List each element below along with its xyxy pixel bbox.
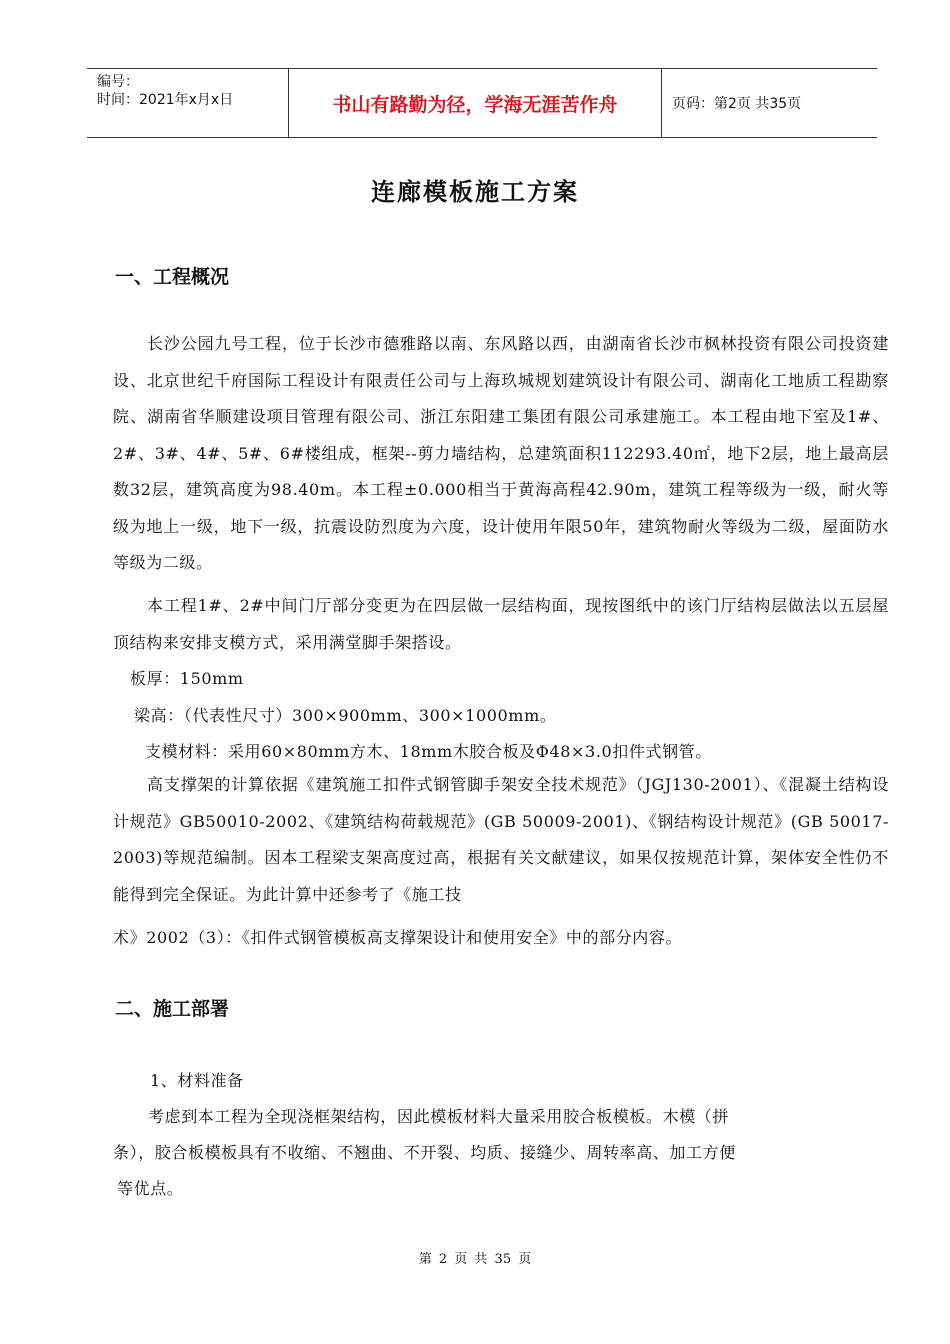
header-motto: 书山有路勤为径，学海无涯苦作舟	[289, 69, 662, 137]
section-heading-deployment: 二、施工部署	[115, 998, 230, 1020]
time-label: 时间：2021年x月x日	[97, 92, 234, 108]
number-label: 编号：	[97, 74, 139, 90]
section-heading-overview: 一、工程概况	[115, 266, 230, 288]
header-meta	[87, 69, 289, 137]
overview-paragraph: 长沙公园九号工程，位于长沙市德雅路以南、东风路以西，由湖南省长沙市枫林投资有限公司投资建设、北京世纪千府国际工程设计有限责任公司与上海玖城规划建筑设计有限公司、湖南化工地质工程勘察院、湖南省华顺建设项目管理有限公司、浙江东阳建工集团有限公司承建施工。本工程由地下室及1#、2#、3#、4#、5#、6#楼组成，框架--剪力墙结构，总建筑面积112293.40㎡，地下2层，地上最高层数32层，建筑高度为98.40m。本工程±0.000相当于黄海高程42.90m，建筑工程等级为一级，耐火等级为地上一级，地下一级，抗震设防烈度为六度，设计使用年限50年，建筑物耐火等级为二级，屋面防水等级为二级。	[113, 334, 889, 572]
beam-height: 梁高：（代表性尺寸）300×900mm、300×1000mm。	[134, 706, 557, 725]
formwork-material: 支模材料：采用60×80mm方木、18mm木胶合板及Φ48×3.0扣件式钢管。	[145, 742, 712, 761]
change-paragraph: 本工程1#、2#中间门厅部分变更为在四层做一层结构面，现按图纸中的该门厅结构层做法以五层屋顶结构来安排支模方式，采用满堂脚手架搭设。	[113, 596, 889, 652]
page-footer: 第 2 页 共 35 页	[418, 1252, 532, 1267]
calculation-basis-paragraph: 高支撑架的计算依据《建筑施工扣件式钢管脚手架安全技术规范》（JGJ130-2001）、《混凝土结构设计规范》GB50010-2002、《建筑结构荷载规范》(GB 50009-2001)、《钢结构设计规范》(GB 50017-2003)等规范编制。因本工程梁支架高度过高，根据有关文献建议，如果仅按规范计算，架体安全性仍不能得到完全保证。为此计算中还参考了《施工技	[113, 775, 889, 904]
calculation-basis-end: 术》2002（3）：《扣件式钢管模板高支撑架设计和使用安全》中的部分内容。	[113, 928, 683, 947]
slab-thickness: 板厚：150mm	[130, 669, 244, 688]
material-paragraph-line1: 考虑到本工程为全现浇框架结构，因此模板材料大量采用胶合板模板。木模（拼	[148, 1107, 730, 1126]
header-page-code: 页码：第2页 共35页	[672, 96, 802, 112]
item-material-prep: 1、材料准备	[150, 1071, 244, 1090]
material-paragraph-line3: 等优点。	[117, 1179, 184, 1198]
material-paragraph-line2: 条），胶合板模板具有不收缩、不翘曲、不开裂、均质、接缝少、周转率高、加工方便	[113, 1143, 736, 1162]
document-title: 连廊模板施工方案	[371, 178, 579, 206]
header-table	[87, 68, 877, 138]
